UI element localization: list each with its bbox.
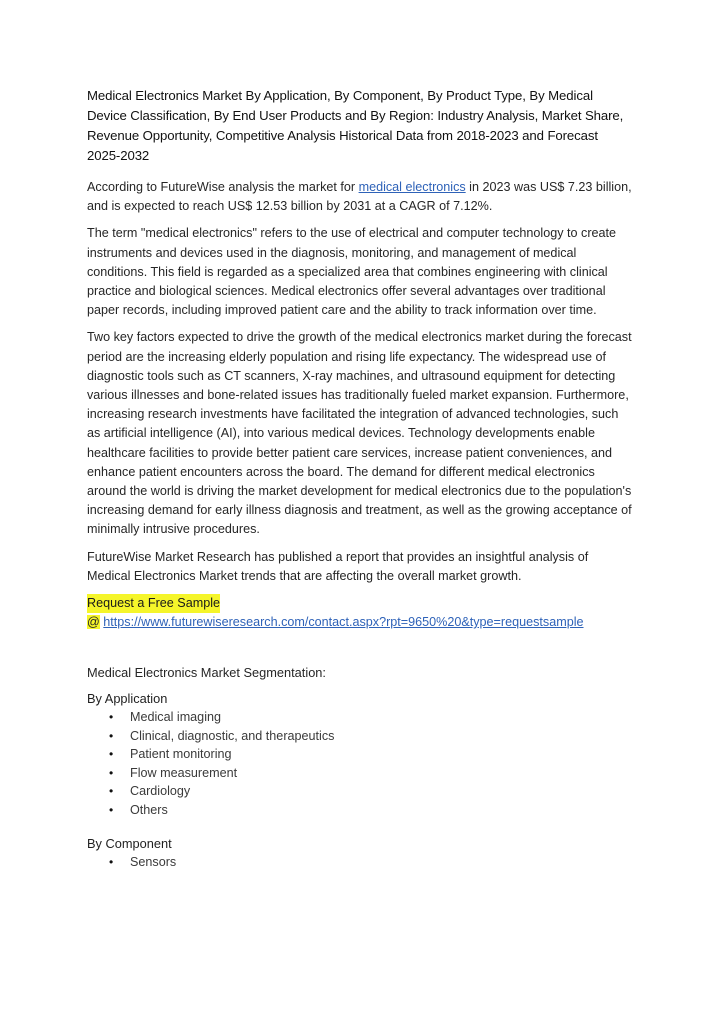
- intro-paragraph: [87, 178, 632, 216]
- bullet-icon: •: [109, 802, 114, 817]
- list-item-label: Clinical, diagnostic, and therapeutics: [130, 728, 335, 743]
- list-item: [87, 745, 632, 764]
- report-paragraph: FutureWise Market Research has published a report that provides an insightful analysis of Medical Electronics Market trends that are affecting the overall market growth.: [87, 549, 589, 583]
- intro-text-after: in 2023 was US$ 7.23 billion, and is expected to reach US$ 12.53 billion by 2031 at a CAGR of 7.12%.: [87, 180, 632, 214]
- list-item: [87, 853, 632, 872]
- list-item: [87, 727, 632, 746]
- component-list: [87, 853, 632, 872]
- at-symbol: @: [87, 615, 100, 630]
- list-item: [87, 764, 632, 783]
- list-item-label: Medical imaging: [130, 710, 221, 725]
- list-item-label: Patient monitoring: [130, 747, 232, 762]
- list-item-label: Sensors: [130, 855, 177, 870]
- bullet-icon: •: [109, 747, 114, 762]
- sample-request-block: [87, 594, 632, 632]
- bullet-icon: •: [109, 855, 114, 870]
- definition-paragraph: The term "medical electronics" refers to the use of electrical and computer technology to create instruments and devices used in the diagnosis, monitoring, and management of medical conditions. This field is regarded as a specialized area that combines engineering with clinical practice and biological sciences. Medical electronics offer several advantages over traditional paper records, including improved patient care and the ability to track information over time.: [87, 226, 617, 318]
- by-component-heading: By Component: [87, 836, 172, 852]
- by-application-heading: By Application: [87, 691, 168, 707]
- application-list: [87, 708, 632, 819]
- list-item-label: Cardiology: [130, 784, 191, 799]
- bullet-icon: •: [109, 784, 114, 799]
- sample-request-link[interactable]: https://www.futurewiseresearch.com/contact.aspx?rpt=9650%20&type=requestsample: [103, 615, 584, 630]
- list-item: [87, 782, 632, 801]
- list-item-label: Flow measurement: [130, 765, 238, 780]
- document-title: Medical Electronics Market By Application, By Component, By Product Type, By Medical Device Classification, By End User Products and By Region: Industry Analysis, Market Share, Revenue Opportunity, Competitive Analysis Historical Data from 2018-2023 and Forecast 2025-2032: [87, 88, 624, 163]
- list-item: [87, 801, 632, 820]
- intro-text-before: According to FutureWise analysis the market for: [87, 180, 359, 194]
- document-page: [87, 86, 632, 888]
- bullet-icon: •: [109, 728, 114, 743]
- medical-electronics-link[interactable]: medical electronics: [358, 180, 466, 194]
- bullet-icon: •: [109, 765, 114, 780]
- list-item: [87, 708, 632, 727]
- bullet-icon: •: [109, 710, 114, 725]
- segmentation-heading: Medical Electronics Market Segmentation:: [87, 665, 326, 681]
- free-sample-label: Request a Free Sample: [87, 594, 220, 613]
- list-item-label: Others: [130, 802, 168, 817]
- drivers-paragraph: Two key factors expected to drive the growth of the medical electronics market during the forecast period are the increasing elderly population and rising life expectancy. The widespread use of diagnostic tools such as CT scanners, X-ray machines, and ultrasound equipment for detecting various illnesses and bone-related issues has traditionally fueled market expansion. Furthermore, increasing research investments have facilitated the integration of advanced technologies, such as artificial intelligence (AI), into various medical devices. Technology developments enable healthcare facilities to provide better patient care services, increase patient conveniences, and enhance patient encounters across the board. The demand for different medical electronics around the world is driving the market development for medical electronics due to the population's increasing demand for early illness diagnosis and treatment, as well as the growing acceptance of minimally intrusive procedures.: [87, 330, 632, 537]
